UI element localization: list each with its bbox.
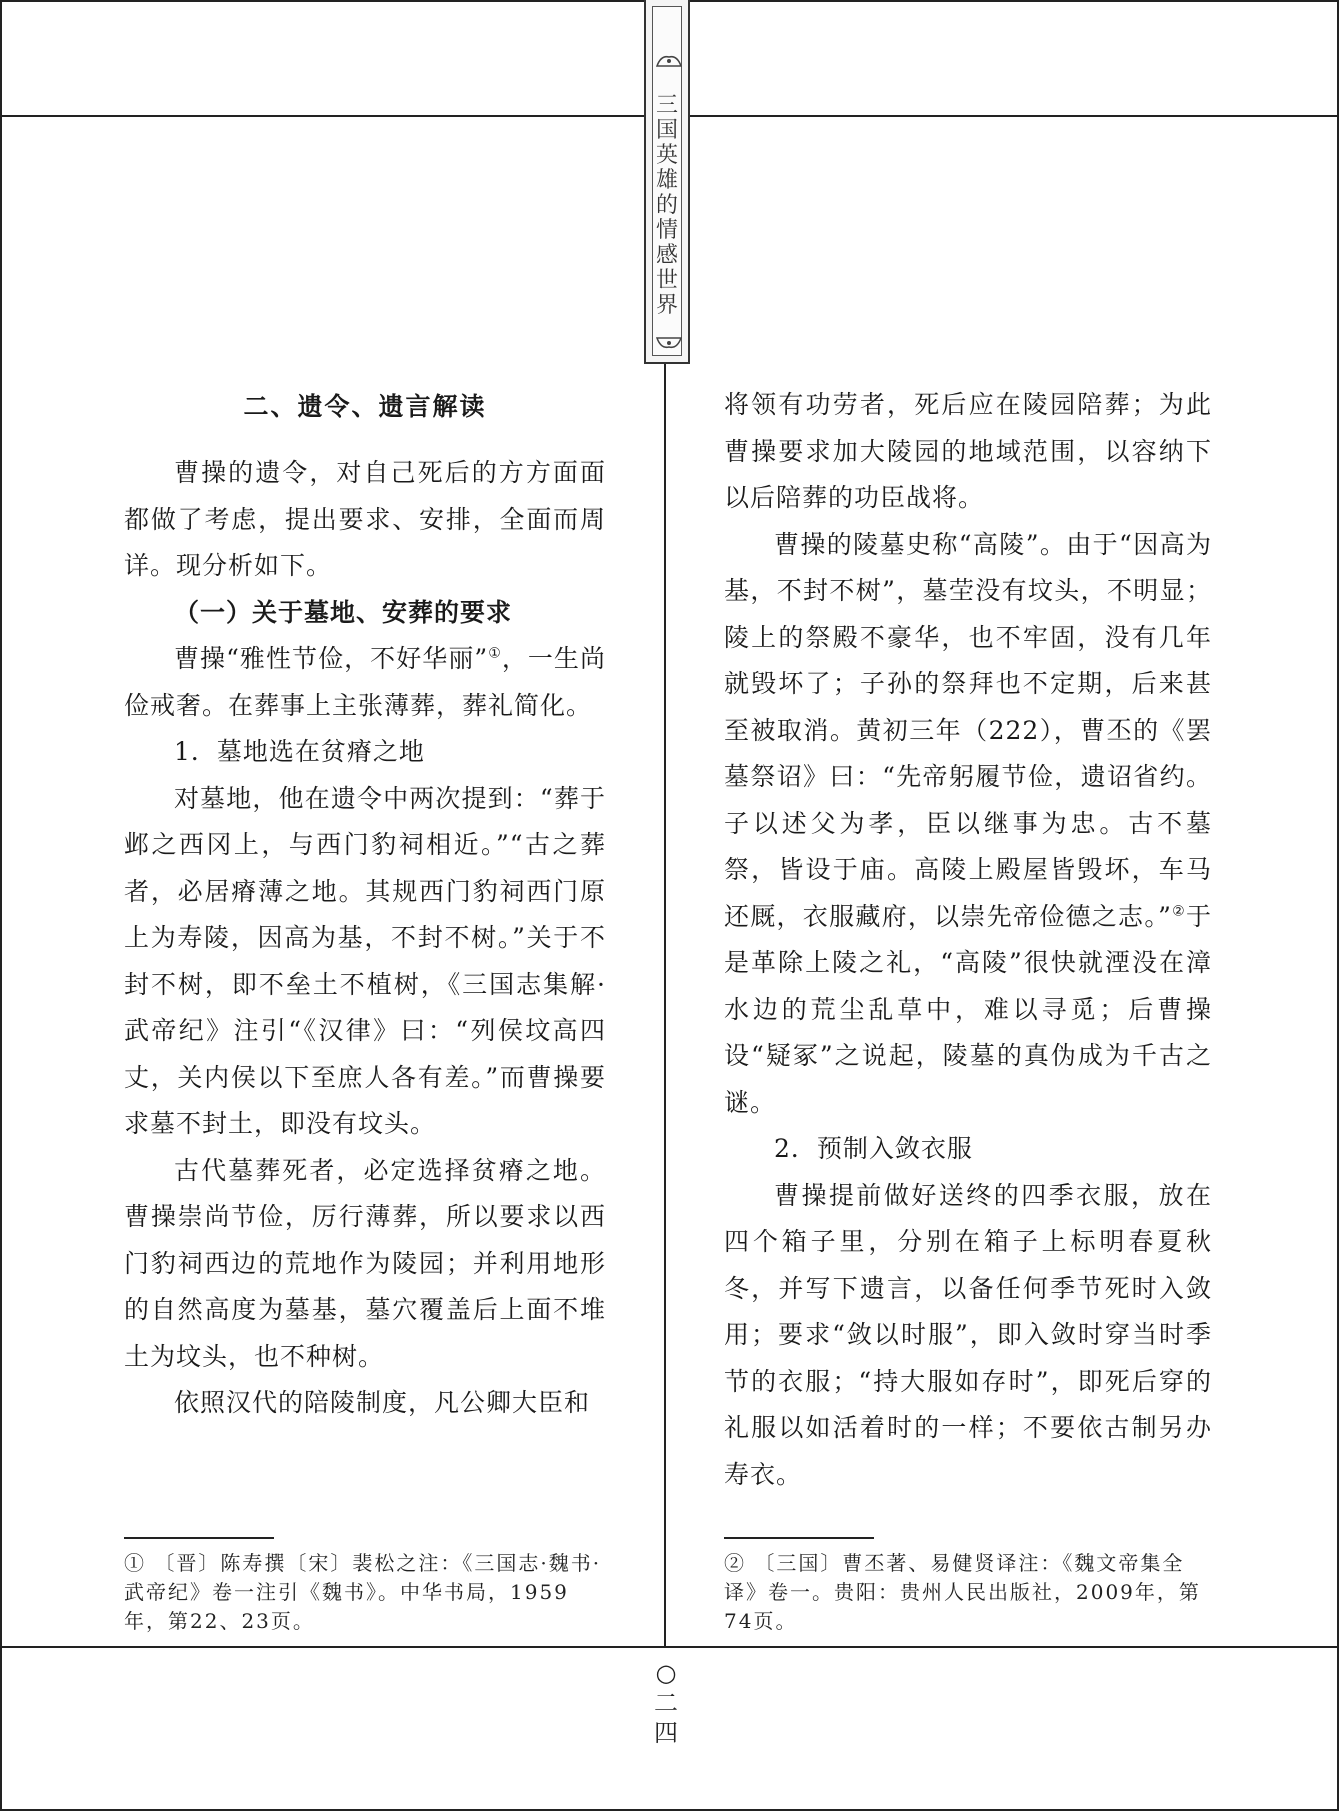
paragraph: 依照汉代的陪陵制度，凡公卿大臣和 bbox=[174, 1388, 591, 1417]
paragraph: 将领有功劳者，死后应在陵园陪葬；为此曹操要求加大陵园的地域范围，以容纳下以后陪葬的功臣战将。 bbox=[724, 390, 1212, 512]
ornament-icon bbox=[655, 51, 683, 69]
footnote: ② 〔三国〕曹丕著、易健贤译注：《魏文帝集全译》卷一。贵阳：贵州人民出版社，2009年，第74页。 bbox=[724, 1551, 1201, 1633]
right-column bbox=[724, 382, 1212, 1498]
footnote-rule bbox=[124, 1537, 274, 1539]
paragraph: 对墓地，他在遗令中两次提到：“葬于邺之西冈上，与西门豹祠相近。”“古之葬者，必居瘠薄之地。其规西门豹祠西门原上为寿陵，因高为基，不封不树。”关于不封不树，即不垒土不植树，《三国志集解·武帝纪》注引“《汉律》曰：“列侯坟高四丈，关内侯以下至庶人各有差。”而曹操要求墓不封土，即没有坟头。 bbox=[124, 783, 606, 1138]
paragraph: 古代墓葬死者，必定选择贫瘠之地。曹操崇尚节俭，厉行薄葬，所以要求以西门豹祠西边的荒地作为陵园；并利用地形的自然高度为墓基，墓穴覆盖后上面不堆土为坟头，也不种树。 bbox=[124, 1155, 606, 1371]
paragraph: 曹操的陵墓史称“高陵”。由于“因高为基，不封不树”，墓茔没有坟头，不明显；陵上的祭殿不豪华，也不牢固，没有几年就毁坏了；子孙的祭拜也不定期，后来甚至被取消。黄初三年（222），曹丕的《罢墓祭诏》曰：“先帝躬履节俭，遗诏省约。子以述父为孝，臣以继事为忠。古不墓祭，皆设于庙。高陵上殿屋皆毁坏，车马还厩，衣服藏府，以崇先帝俭德之志。”②于是革除上陵之礼，“高陵”很快就湮没在漳水边的荒尘乱草中，难以寻觅；后曹操设“疑冢”之说起，陵墓的真伪成为千古之谜。 bbox=[724, 529, 1212, 1117]
paragraph: 曹操的遗令，对自己死后的方方面面都做了考虑，提出要求、安排，全面而周详。现分析如下。 bbox=[124, 458, 606, 580]
footnote-ref: ① bbox=[488, 645, 502, 662]
section-title: 二、遗令、遗言解读 bbox=[243, 392, 487, 421]
footnote-rule bbox=[724, 1537, 874, 1539]
list-heading: 2．预制入敛衣服 bbox=[774, 1134, 973, 1163]
paragraph: 曹操“雅性节俭，不好华丽”①，一生尚俭戒奢。在葬事上主张薄葬，葬礼简化。 bbox=[124, 644, 606, 720]
spine-label bbox=[644, 0, 690, 364]
column-divider bbox=[664, 362, 666, 1648]
footer-rule bbox=[0, 1646, 1339, 1648]
subheading: （一）关于墓地、安葬的要求 bbox=[174, 597, 513, 627]
ornament-icon bbox=[655, 335, 683, 353]
paragraph: 曹操提前做好送终的四季衣服，放在四个箱子里，分别在箱子上标明春夏秋冬，并写下遗言，以备任何季节死时入敛用；要求“敛以时服”，即入敛时穿当时季节的衣服；“持大服如存时”，即死后穿的礼服以如活着时的一样；不要依古制另办寿衣。 bbox=[724, 1180, 1212, 1489]
list-heading: 1．墓地选在贫瘠之地 bbox=[174, 737, 425, 766]
book-title: 三 国 英 雄 的 情 感 世 界 bbox=[655, 93, 678, 318]
left-column bbox=[124, 382, 606, 1427]
page-number: ○ 二 四 bbox=[654, 1659, 678, 1747]
footnote-ref: ② bbox=[1171, 903, 1186, 920]
footnote: ① 〔晋〕陈寿撰〔宋〕裴松之注：《三国志·魏书·武帝纪》卷一注引《魏书》。中华书局，1959年，第22、23页。 bbox=[124, 1551, 602, 1633]
